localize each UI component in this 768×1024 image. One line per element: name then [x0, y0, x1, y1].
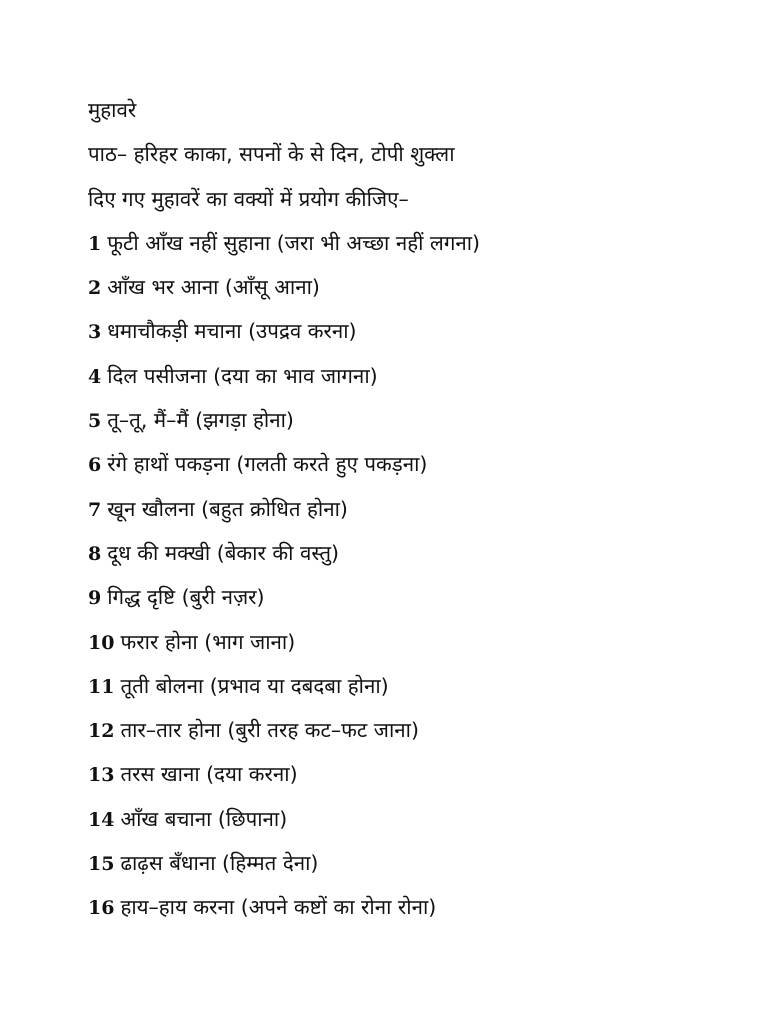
instruction-line: दिए गए मुहावरें का वक्यों में प्रयोग कीजिए–: [88, 186, 409, 211]
idiom-item: [88, 801, 728, 845]
idiom-item: [88, 756, 728, 800]
idiom-item: [88, 225, 728, 269]
idiom-item: [88, 845, 728, 889]
idiom-text: तू–तू, मैं–मैं (झगड़ा होना): [107, 408, 294, 433]
idiom-number: 9: [88, 587, 102, 610]
idiom-number: 2: [88, 277, 102, 300]
idiom-item: [88, 535, 728, 579]
idiom-text: तार–तार होना (बुरी तरह कट–फट जाना): [120, 718, 419, 743]
idiom-text: फूटी आँख नहीं सुहाना (जरा भी अच्छा नहीं लगना): [107, 230, 481, 255]
idiom-item: [88, 712, 728, 756]
idiom-text: तूती बोलना (प्रभाव या दबदबा होना): [120, 673, 389, 698]
idiom-number: 11: [88, 675, 115, 698]
idiom-number: 16: [88, 897, 115, 920]
idiom-item: [88, 446, 728, 490]
idiom-text: आँख भर आना (आँसू आना): [107, 275, 320, 300]
idiom-item: [88, 889, 728, 933]
page-heading: मुहावरे: [88, 98, 137, 122]
idiom-number: 5: [88, 410, 102, 433]
idiom-number: 10: [88, 631, 115, 654]
idiom-item: [88, 269, 728, 313]
idiom-text: खून खौलना (बहुत क्रोधित होना): [107, 496, 348, 521]
idiom-item: [88, 668, 728, 712]
idiom-number: 8: [88, 542, 102, 565]
idiom-number: 1: [88, 232, 102, 255]
idiom-number: 6: [88, 454, 102, 477]
lesson-line: पाठ– हरिहर काका, सपनों के से दिन, टोपी शुक्ला: [88, 142, 455, 167]
idiom-number: 4: [88, 365, 102, 388]
idiom-number: 15: [88, 853, 115, 876]
idiom-number: 14: [88, 808, 115, 831]
document-page: [88, 92, 728, 934]
idiom-text: रंगे हाथों पकड़ना (गलती करते हुए पकड़ना): [107, 452, 428, 477]
idiom-item: [88, 491, 728, 535]
idiom-item: [88, 402, 728, 446]
idiom-item: [88, 313, 728, 357]
idiom-item: [88, 358, 728, 402]
idiom-number: 13: [88, 764, 115, 787]
idiom-text: ढाढ़स बँधाना (हिम्मत देना): [120, 851, 319, 876]
idiom-text: गिद्ध दृष्टि (बुरी नज़र): [107, 585, 265, 610]
idiom-number: 12: [88, 720, 115, 743]
idiom-text: दिल पसीजना (दया का भाव जागना): [107, 363, 378, 388]
idiom-number: 7: [88, 498, 102, 521]
idiom-item: [88, 624, 728, 668]
idiom-text: हाय–हाय करना (अपने कष्टों का रोना रोना): [120, 895, 437, 920]
idiom-text: तरस खाना (दया करना): [120, 762, 298, 787]
idiom-text: धमाचौकड़ी मचाना (उपद्रव करना): [107, 319, 357, 344]
idiom-text: फरार होना (भाग जाना): [120, 629, 296, 654]
idiom-text: आँख बचाना (छिपाना): [120, 806, 288, 831]
idiom-text: दूध की मक्खी (बेकार की वस्तु): [107, 540, 339, 565]
idiom-number: 3: [88, 321, 102, 344]
idiom-item: [88, 579, 728, 623]
